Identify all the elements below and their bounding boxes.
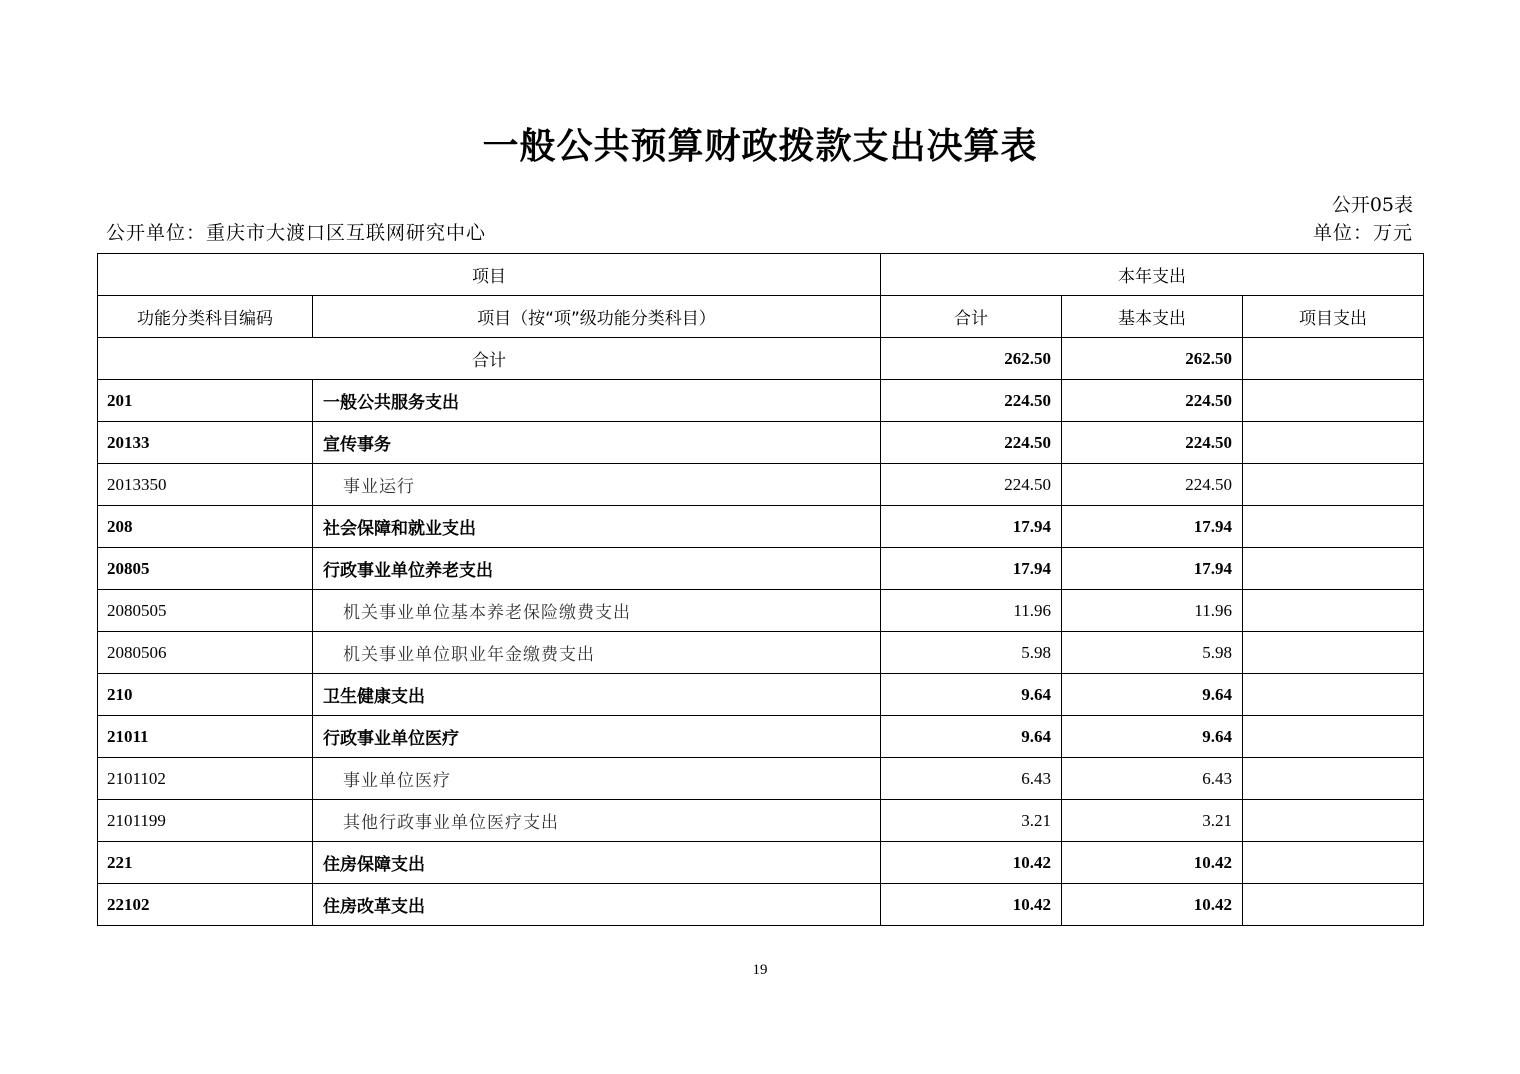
table-row — [98, 380, 1424, 422]
row-name: 机关事业单位职业年金缴费支出 — [313, 632, 881, 674]
row-code: 2080505 — [98, 590, 313, 632]
page-number: 19 — [752, 962, 768, 978]
header-row-1 — [98, 254, 1424, 296]
row-project — [1243, 674, 1424, 716]
header-basic: 基本支出 — [1062, 296, 1243, 338]
row-project — [1243, 758, 1424, 800]
row-code: 2080506 — [98, 632, 313, 674]
row-project — [1243, 842, 1424, 884]
row-project — [1243, 716, 1424, 758]
table-row — [98, 758, 1424, 800]
table-row — [98, 548, 1424, 590]
row-name: 一般公共服务支出 — [313, 380, 881, 422]
row-total: 11.96 — [881, 590, 1062, 632]
row-basic: 9.64 — [1062, 674, 1243, 716]
row-project — [1243, 506, 1424, 548]
row-name: 社会保障和就业支出 — [313, 506, 881, 548]
row-code: 21011 — [98, 716, 313, 758]
row-name: 事业运行 — [313, 464, 881, 506]
row-code: 2101199 — [98, 800, 313, 842]
total-amount: 262.50 — [881, 338, 1062, 380]
currency-unit: 单位：万元 — [1312, 222, 1413, 244]
row-code: 221 — [98, 842, 313, 884]
row-basic: 224.50 — [1062, 380, 1243, 422]
row-code: 201 — [98, 380, 313, 422]
row-basic: 10.42 — [1062, 842, 1243, 884]
row-code: 2101102 — [98, 758, 313, 800]
row-total: 6.43 — [881, 758, 1062, 800]
row-code: 2013350 — [98, 464, 313, 506]
row-name: 宣传事务 — [313, 422, 881, 464]
row-name: 住房改革支出 — [313, 884, 881, 926]
row-basic: 17.94 — [1062, 548, 1243, 590]
row-project — [1243, 800, 1424, 842]
row-total: 10.42 — [881, 884, 1062, 926]
table-row — [98, 842, 1424, 884]
row-basic: 11.96 — [1062, 590, 1243, 632]
row-total: 5.98 — [881, 632, 1062, 674]
row-total: 9.64 — [881, 674, 1062, 716]
row-total: 17.94 — [881, 506, 1062, 548]
row-basic: 5.98 — [1062, 632, 1243, 674]
header-project: 项目支出 — [1243, 296, 1424, 338]
row-name: 其他行政事业单位医疗支出 — [313, 800, 881, 842]
row-name: 卫生健康支出 — [313, 674, 881, 716]
row-basic: 17.94 — [1062, 506, 1243, 548]
header-code: 功能分类科目编码 — [98, 296, 313, 338]
row-code: 208 — [98, 506, 313, 548]
row-project — [1243, 548, 1424, 590]
table-row — [98, 422, 1424, 464]
table-row — [98, 884, 1424, 926]
row-name: 行政事业单位医疗 — [313, 716, 881, 758]
header-item-detail: 项目（按“项”级功能分类科目） — [313, 296, 881, 338]
page-title: 一般公共预算财政拨款支出决算表 — [482, 126, 1038, 167]
row-project — [1243, 380, 1424, 422]
row-code: 210 — [98, 674, 313, 716]
row-basic: 10.42 — [1062, 884, 1243, 926]
table-row — [98, 674, 1424, 716]
row-total: 224.50 — [881, 422, 1062, 464]
budget-table-body — [98, 254, 1424, 926]
reporting-unit: 公开单位：重庆市大渡口区互联网研究中心 — [106, 222, 487, 244]
row-project — [1243, 884, 1424, 926]
row-total: 17.94 — [881, 548, 1062, 590]
row-basic: 9.64 — [1062, 716, 1243, 758]
table-row — [98, 800, 1424, 842]
row-project — [1243, 422, 1424, 464]
row-name: 机关事业单位基本养老保险缴费支出 — [313, 590, 881, 632]
row-basic: 224.50 — [1062, 464, 1243, 506]
row-basic: 224.50 — [1062, 422, 1243, 464]
table-row — [98, 632, 1424, 674]
table-row — [98, 716, 1424, 758]
total-basic: 262.50 — [1062, 338, 1243, 380]
row-code: 20133 — [98, 422, 313, 464]
header-row-2 — [98, 296, 1424, 338]
header-current-year: 本年支出 — [881, 254, 1424, 296]
budget-table — [97, 253, 1424, 926]
total-row — [98, 338, 1424, 380]
table-row — [98, 506, 1424, 548]
row-project — [1243, 464, 1424, 506]
row-name: 行政事业单位养老支出 — [313, 548, 881, 590]
row-project — [1243, 632, 1424, 674]
row-basic: 3.21 — [1062, 800, 1243, 842]
row-total: 3.21 — [881, 800, 1062, 842]
row-total: 224.50 — [881, 380, 1062, 422]
total-label: 合计 — [98, 338, 881, 380]
row-total: 224.50 — [881, 464, 1062, 506]
table-row — [98, 590, 1424, 632]
row-basic: 6.43 — [1062, 758, 1243, 800]
table-number: 公开05表 — [1331, 194, 1413, 216]
row-name: 事业单位医疗 — [313, 758, 881, 800]
table-row — [98, 464, 1424, 506]
row-total: 9.64 — [881, 716, 1062, 758]
row-total: 10.42 — [881, 842, 1062, 884]
row-code: 20805 — [98, 548, 313, 590]
row-name: 住房保障支出 — [313, 842, 881, 884]
total-project — [1243, 338, 1424, 380]
header-item: 项目 — [98, 254, 881, 296]
row-code: 22102 — [98, 884, 313, 926]
header-total: 合计 — [881, 296, 1062, 338]
row-project — [1243, 590, 1424, 632]
